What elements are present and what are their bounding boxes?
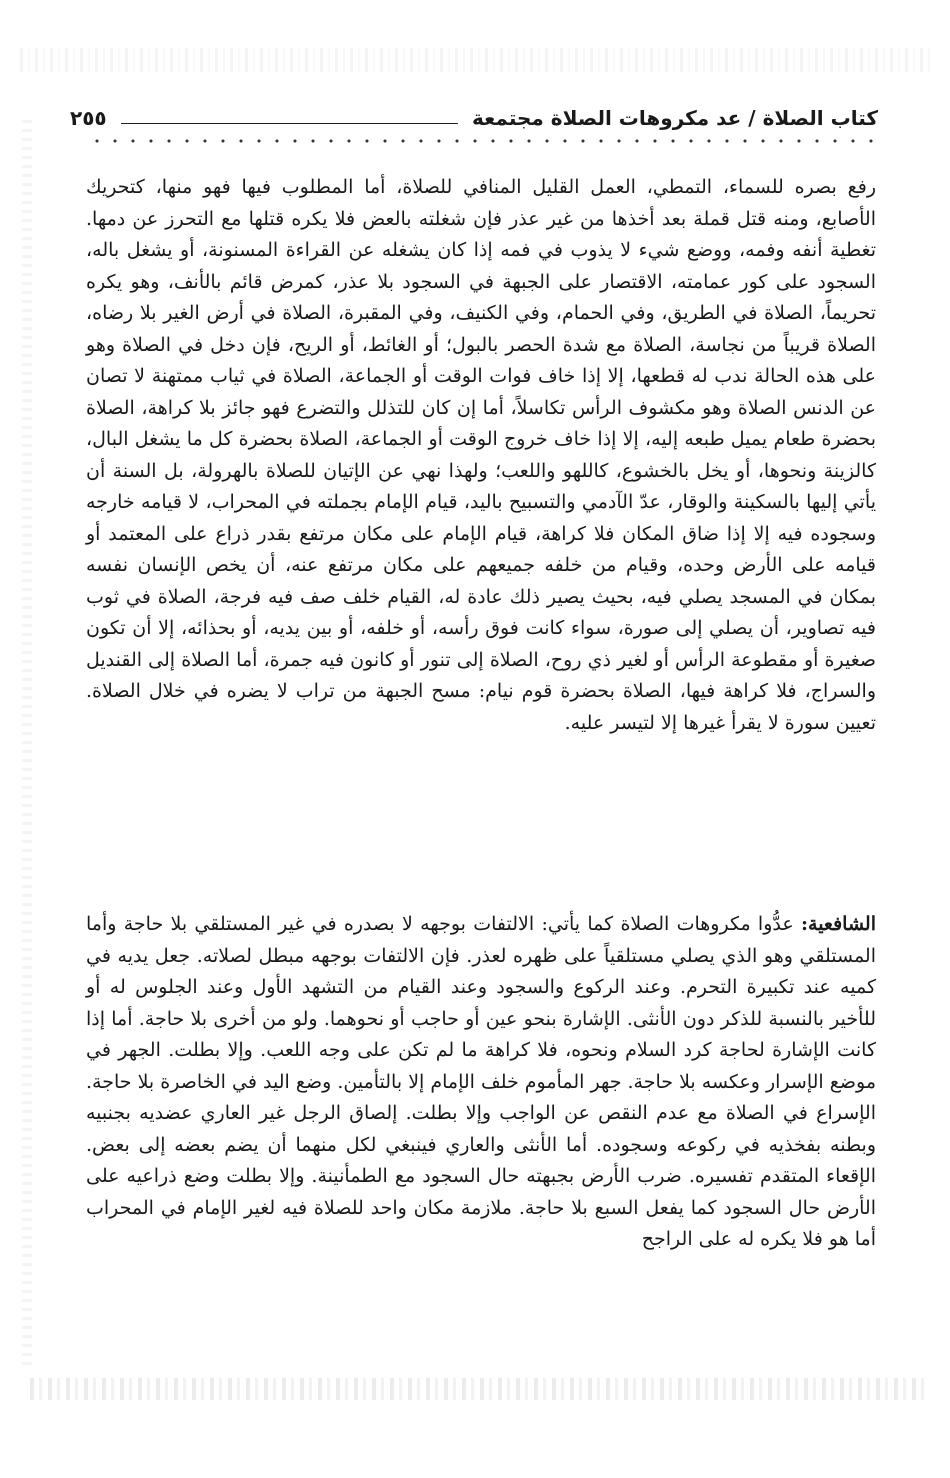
- scan-noise-bottom: [30, 1378, 930, 1400]
- header-rule: [121, 123, 458, 124]
- hanafi-section: [86, 172, 876, 739]
- running-header: [70, 88, 878, 128]
- dotted-separator: [88, 136, 874, 146]
- page-number: ٢٥٥: [70, 106, 107, 130]
- hanafi-paragraph: رفع بصره للسماء، التمطي، العمل القليل المنافي للصلاة، أما المطلوب فيها فهو منها، كتحريك الأصابع، ومنه قتل قملة بعد أخذها من غير عذر فإن شغلته بالعض فلا يكره قتلها مع التحرز عن دمها. تغطية أنفه وفمه، ووضع شيء لا يذوب في فمه إذا كان يشغله عن القراءة المسنونة، أو يشغل باله، السجود على كور عمامته، الاقتصار على الجبهة في السجود بلا عذر، كمرض قائم بالأنف، وهو يكره تحريماً، الصلاة في الطريق، وفي الحمام، وفي الكنيف، وفي المقبرة، الصلاة في أرض الغير بلا رضاه، الصلاة قريباً من نجاسة، الصلاة مع شدة الحصر بالبول؛ أو الغائط، أو الريح، فإن دخل في الصلاة وهو على هذه الحالة ندب له قطعها، إلا إذا خاف فوات الوقت أو الجماعة، الصلاة في ثياب ممتهنة لا تصان عن الدنس الصلاة وهو مكشوف الرأس تكاسلاً، أما إن كان للتذلل والتضرع فهو جائز بلا كراهة، الصلاة بحضرة طعام يميل طبعه إليه، إلا إذا خاف خروج الوقت أو الجماعة، الصلاة بحضرة كل ما يشغل البال، كالزينة ونحوها، أو يخل بالخشوع، كاللهو واللعب؛ ولهذا نهي عن الإتيان للصلاة بالهرولة، بل السنة أن يأتي إليها بالسكينة والوقار، عدّ الآدمي والتسبيح باليد، قيام الإمام بجملته في المحراب، لا قيامه خارجه وسجوده فيه إلا إذا ضاق المكان فلا كراهة، قيام الإمام على مكان مرتفع بقدر ذراع على المعتمد أو قيامه على الأرض وحده، وقيام من خلفه جميعهم على مكان مرتفع عنه، أن يخص الإنسان نفسه بمكان في المسجد يصلي فيه، بحيث يصير ذلك عادة له، القيام خلف صف فيه فرجة، الصلاة في ثوب فيه تصاوير، أن يصلي إلى صورة، سواء كانت فوق رأسه، أو خلفه، أو بين يديه، أو بحذائه، إلا أن تكون صغيرة أو مقطوعة الرأس أو لغير ذي روح، الصلاة إلى تنور أو كانون فيه جمرة، أما الصلاة إلى القنديل والسراج، فلا كراهة فيها، الصلاة بحضرة قوم نيام: مسح الجبهة من تراب لا يضره في خلال الصلاة. تعيين سورة لا يقرأ غيرها إلا لتيسر عليه.: [86, 176, 876, 734]
- scan-noise-top: [20, 48, 930, 72]
- scan-noise-left: [22, 120, 32, 1370]
- shafii-heading: الشافعية:: [801, 913, 876, 935]
- shafii-section: [86, 909, 876, 1256]
- shafii-paragraph: [86, 909, 876, 1256]
- header-title: كتاب الصلاة / عد مكروهات الصلاة مجتمعة: [472, 106, 878, 130]
- shafii-text: عدُّوا مكروهات الصلاة كما يأتي: الالتفات بوجهه لا بصدره في غير المستلقي بلا حاجة وأما المستلقي وهو الذي يصلي مستلقياً على ظهره لعذر. فإن الالتفات بوجهه مبطل لصلاته. جعل يديه في كميه عند تكبيرة التحرم. وعند الركوع والسجود وعند القيام من التشهد الأول وعند الجلوس له أو للأخير بالنسبة للذكر دون الأنثى. الإشارة بنحو عين أو حاجب أو نحوهما. ولو من أخرى بلا حاجة. أما إذا كانت الإشارة لحاجة كرد السلام ونحوه، فلا كراهة ما لم تكن على وجه اللعب. وإلا بطلت. الجهر في موضع الإسرار وعكسه بلا حاجة. جهر المأموم خلف الإمام إلا بالتأمين. وضع اليد في الخاصرة بلا حاجة. الإسراع في الصلاة مع عدم النقص عن الواجب وإلا بطلت. إلصاق الرجل غير العاري عضديه بجنبيه وبطنه بفخذيه في ركوعه وسجوده. أما الأنثى والعاري فينبغي لكل منهما أن يضم بعضه إلى بعض. الإقعاء المتقدم تفسيره. ضرب الأرض بجبهته حال السجود مع الطمأنينة. وإلا بطلت وضع ذراعيه على الأرض حال السجود كما يفعل السبع بلا حاجة. ملازمة مكان واحد للصلاة فيه لغير الإمام في المحراب أما هو فلا يكره له على الراجح: [86, 913, 876, 1250]
